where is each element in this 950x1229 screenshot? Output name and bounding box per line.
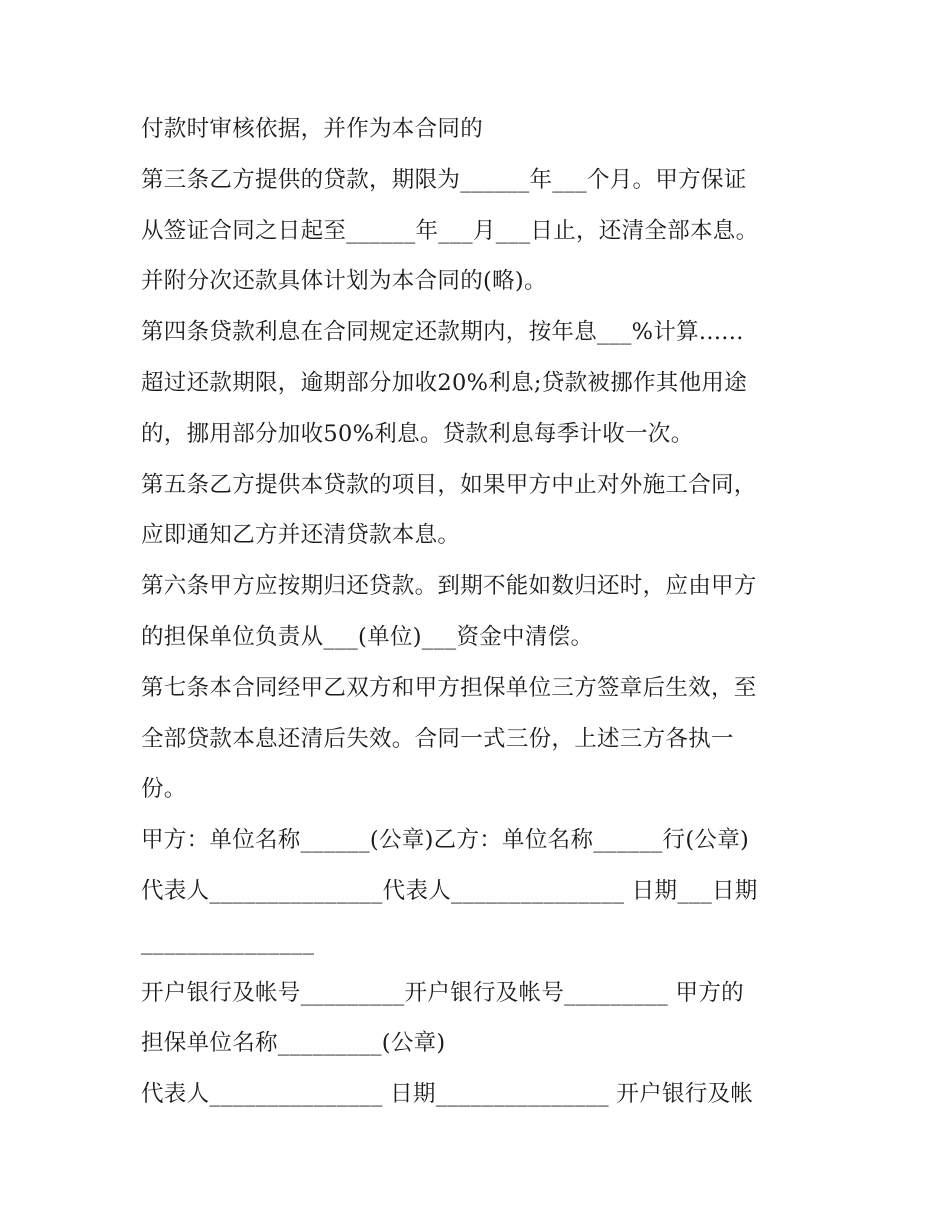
- text-line: 第六条甲方应按期归还贷款。到期不能如数归还时，应由甲方: [141, 573, 757, 600]
- text-line: 第四条贷款利息在合同规定还款期内，按年息___%计算......: [141, 319, 744, 346]
- contract-body: [141, 104, 831, 1120]
- text-line: 甲方：单位名称______(公章)乙方：单位名称______行(公章): [141, 827, 750, 854]
- text-line: 第三条乙方提供的贷款，期限为______年___个月。甲方保证: [141, 166, 747, 193]
- text-line: 担保单位名称_________(公章): [141, 1030, 446, 1057]
- text-line: 从签证合同之日起至______年___月___日止，还清全部本息。: [141, 217, 759, 244]
- text-line: 第七条本合同经甲乙双方和甲方担保单位三方签章后生效，至: [141, 674, 757, 701]
- text-line: 的，挪用部分加收50%利息。贷款利息每季计收一次。: [141, 420, 694, 447]
- text-line: 超过还款期限，逾期部分加收20%利息;贷款被挪作其他用途: [141, 369, 747, 396]
- text-line: 应即通知乙方并还清贷款本息。: [141, 522, 461, 549]
- text-line: 全部贷款本息还清后失效。合同一式三份，上述三方各执一: [141, 725, 734, 752]
- text-line: 并附分次还款具体计划为本合同的(略)。: [141, 268, 547, 295]
- text-line: 付款时审核依据，并作为本合同的: [141, 116, 484, 142]
- text-line: 代表人_______________代表人_______________ 日期___日期: [141, 877, 758, 904]
- text-line: 开户银行及帐号_________开户银行及帐号_________ 甲方的: [141, 979, 744, 1006]
- text-line: _______________: [141, 928, 315, 955]
- text-line: 份。: [141, 776, 187, 803]
- text-line: 第五条乙方提供本贷款的项目，如果甲方中止对外施工合同，: [141, 471, 757, 498]
- text-line: 代表人_______________ 日期_______________ 开户银行及帐: [141, 1081, 754, 1108]
- text-line: 的担保单位负责从___(单位)___资金中清偿。: [141, 623, 594, 650]
